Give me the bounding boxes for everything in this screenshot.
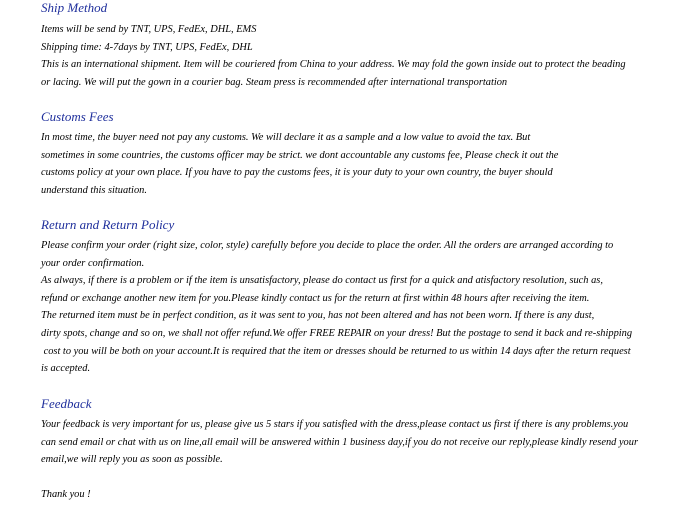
return-policy-title: Return and Return Policy bbox=[41, 217, 175, 232]
ship-method-section bbox=[41, 0, 626, 91]
ship-method-title: Ship Method bbox=[41, 0, 108, 15]
return-line-8: is accepted. bbox=[41, 363, 91, 375]
customs-line-4: understand this situation. bbox=[41, 184, 147, 196]
return-line-4: refund or exchange another new item for you.Please kindly contact us for the return at first within 48 hours after receiving the item. bbox=[41, 292, 590, 304]
customs-line-1: In most time, the buyer need not pay any customs. We will declare it as a sample and a low value to avoid the tax. But bbox=[41, 132, 531, 143]
customs-fees-section bbox=[41, 109, 558, 199]
customs-fees-title: Customs Fees bbox=[41, 109, 114, 124]
return-policy-section bbox=[41, 217, 632, 378]
ship-line-2: Shipping time: 4-7days by TNT, UPS, FedEx, DHL bbox=[41, 41, 253, 53]
customs-line-3: customs policy at your own place. If you have to pay the customs fees, it is your duty to your own country, the buyer should bbox=[41, 167, 553, 179]
feedback-line-3: email,we will reply you as soon as possible. bbox=[41, 454, 223, 466]
feedback-line-2: can send email or chat with us on line,all email will be answered within 1 business day,if you do not receive our reply,please kindly resend your bbox=[41, 436, 638, 448]
return-line-5: The returned item must be in perfect condition, as it was sent to you, has not been altered and has not been worn. If there is any dust, bbox=[41, 310, 595, 322]
return-line-7: cost to you will be both on your account.It is required that the item or dresses should be returned to us within 14 days after the return request bbox=[41, 345, 631, 357]
ship-line-4: or lacing. We will put the gown in a courier bag. Steam press is recommended after international transportation bbox=[41, 76, 508, 88]
return-line-1: Please confirm your order (right size, color, style) carefully before you decide to place the order. All the orders are arranged according to bbox=[41, 240, 614, 251]
feedback-title: Feedback bbox=[41, 396, 92, 411]
ship-line-3: This is an international shipment. Item will be couriered from China to your address. We may fold the gown inside out to protect the beading bbox=[41, 59, 626, 71]
ship-line-1: Items will be send by TNT, UPS, FedEx, DHL, EMS bbox=[41, 24, 257, 35]
return-line-6: dirty spots, change and so on, we shall not offer refund.We offer FREE REPAIR on your dress! But the postage to send it back and re-shipping bbox=[41, 327, 633, 339]
return-line-2: your order confirmation. bbox=[41, 257, 145, 269]
return-line-3: As always, if there is a problem or if the item is unsatisfactory, please do contact us first for a quick and atisfactory resolution, such as, bbox=[41, 275, 603, 287]
feedback-line-1: Your feedback is very important for us, please give us 5 stars if you satisfied with the dress,please contact us first if there is any problems.you bbox=[41, 419, 629, 430]
closing-thanks: Thank you ! bbox=[41, 489, 91, 500]
feedback-section bbox=[41, 396, 638, 469]
customs-line-2: sometimes in some countries, the customs officer may be strict. we dont accountable any customs fee, Please check it out the bbox=[41, 149, 559, 161]
